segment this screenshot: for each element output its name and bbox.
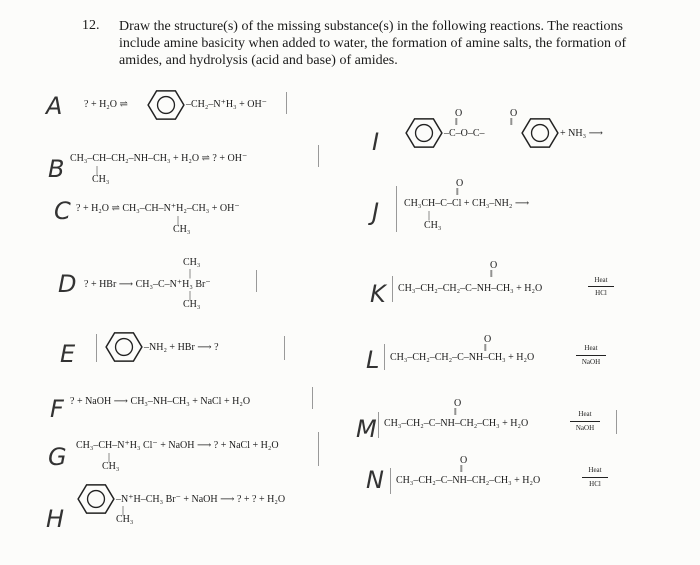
label-k: K (370, 280, 386, 308)
instructions: Draw the structure(s) of the missing substance(s) in the following reactions. The reactions include amine basicity when added to water, the formation of amine salts, the formation of amides, and hydrolysis (acid and base) of amides. (119, 19, 627, 68)
condition-top: Heat (588, 466, 602, 474)
benzene-ring-icon (520, 117, 560, 149)
label-n: N (366, 466, 384, 494)
carbonyl-o: O (456, 178, 464, 189)
reaction-d: ? + HBr ⟶ CH₃–C–N⁺H₃ Br⁻ (84, 279, 211, 290)
benzene-ring-icon (404, 117, 444, 149)
reaction-c-branch: CH₃ (173, 224, 191, 235)
reaction-i-middle: –C–O–C– (444, 128, 485, 139)
label-g: G (48, 443, 67, 471)
double-bond: ‖ (456, 187, 459, 198)
label-d: D (58, 270, 77, 298)
reaction-n: CH₃–CH₂–C–NH–CH₂–CH₃ + H₂O (396, 475, 541, 486)
double-bond: ‖ (484, 343, 487, 354)
bracket (96, 334, 97, 362)
bond-line: | (122, 505, 125, 516)
double-bond: ‖ (454, 407, 457, 418)
reaction-j: CH₃CH–C–Cl + CH₃–NH₂ ⟶ (404, 198, 530, 209)
reaction-m: CH₃–CH₂–C–NH–CH₂–CH₃ + H₂O (384, 418, 529, 429)
reaction-b: CH₃–CH–CH₂–NH–CH₃ + H₂O ⇌ ? + OH⁻ (70, 153, 248, 164)
reaction-b-branch: CH₃ (92, 174, 110, 185)
reaction-c: ? + H₂O ⇌ CH₃–CH–N⁺H₂–CH₃ + OH⁻ (76, 203, 240, 214)
bracket (312, 387, 313, 409)
condition-bottom: NaOH (575, 424, 595, 432)
label-c: C (54, 197, 71, 225)
bracket (284, 336, 285, 360)
double-bond: ‖ (490, 269, 493, 280)
bond-line: | (189, 268, 192, 279)
double-bond: ‖ (455, 117, 458, 128)
reaction-h-branch: CH₃ (116, 514, 134, 525)
bracket (256, 270, 257, 292)
label-b: B (48, 155, 65, 183)
condition-top: Heat (584, 344, 598, 352)
bond-line: | (108, 452, 111, 463)
reaction-d-bottom: CH₃ (183, 299, 201, 310)
double-bond: ‖ (460, 464, 463, 475)
bracket (396, 186, 397, 232)
reaction-f: ? + NaOH ⟶ CH₃–NH–CH₃ + NaCl + H₂O (70, 396, 251, 407)
question-number: 12. (82, 18, 100, 33)
reaction-g-branch: CH₃ (102, 461, 120, 472)
condition-top: Heat (578, 410, 592, 418)
carbonyl-o: O (454, 398, 462, 409)
carbonyl-o: O (484, 334, 492, 345)
bond-line: | (96, 165, 99, 176)
bracket (392, 276, 393, 302)
bond-line: | (177, 215, 180, 226)
double-bond: ‖ (510, 117, 513, 128)
reaction-l: CH₃–CH₂–CH₂–C–NH–CH₃ + H₂O (390, 352, 535, 363)
reaction-j-branch: CH₃ (424, 220, 442, 231)
bond-line: | (428, 210, 431, 221)
label-f: F (50, 395, 64, 423)
condition-bottom: HCl (589, 480, 601, 488)
benzene-ring-icon (104, 331, 144, 363)
bond-line: | (189, 290, 192, 301)
condition-bottom: NaOH (581, 358, 601, 366)
bracket (390, 468, 391, 494)
label-e: E (60, 340, 76, 368)
bracket (286, 92, 287, 114)
carbonyl-o: O (510, 108, 518, 119)
label-a: A (46, 92, 63, 120)
label-m: M (356, 415, 377, 443)
condition-top: Heat (594, 276, 608, 284)
benzene-ring-icon (76, 483, 116, 515)
reaction-a-left: ? + H₂O ⇌ (84, 99, 128, 110)
reaction-arrow (570, 421, 600, 422)
carbonyl-o: O (460, 455, 468, 466)
bracket (616, 410, 617, 434)
bracket (318, 145, 319, 167)
bracket (318, 432, 319, 466)
reaction-h: –N⁺H–CH₃ Br⁻ + NaOH ⟶ ? + ? + H₂O (116, 494, 286, 505)
label-i: I (372, 128, 380, 156)
reaction-e: –NH₂ + HBr ⟶ ? (144, 342, 219, 353)
label-h: H (46, 505, 65, 533)
carbonyl-o: O (490, 260, 498, 271)
label-l: L (366, 346, 380, 374)
bracket (378, 412, 379, 438)
reaction-i-right: + NH₃ ⟶ (560, 128, 603, 139)
reaction-arrow (582, 477, 608, 478)
reaction-k: CH₃–CH₂–CH₂–C–NH–CH₃ + H₂O (398, 283, 543, 294)
condition-bottom: HCl (595, 289, 607, 297)
reaction-arrow (576, 355, 606, 356)
reaction-g: CH₃–CH–N⁺H₃ Cl⁻ + NaOH ⟶ ? + NaCl + H₂O (76, 440, 279, 451)
reaction-d-top: CH₃ (183, 257, 201, 268)
bracket (384, 344, 385, 370)
label-j: J (372, 198, 380, 226)
reaction-a-right: –CH₂–N⁺H₃ + OH⁻ (186, 99, 267, 110)
reaction-arrow (588, 286, 614, 287)
carbonyl-o: O (455, 108, 463, 119)
benzene-ring-icon (146, 89, 186, 121)
